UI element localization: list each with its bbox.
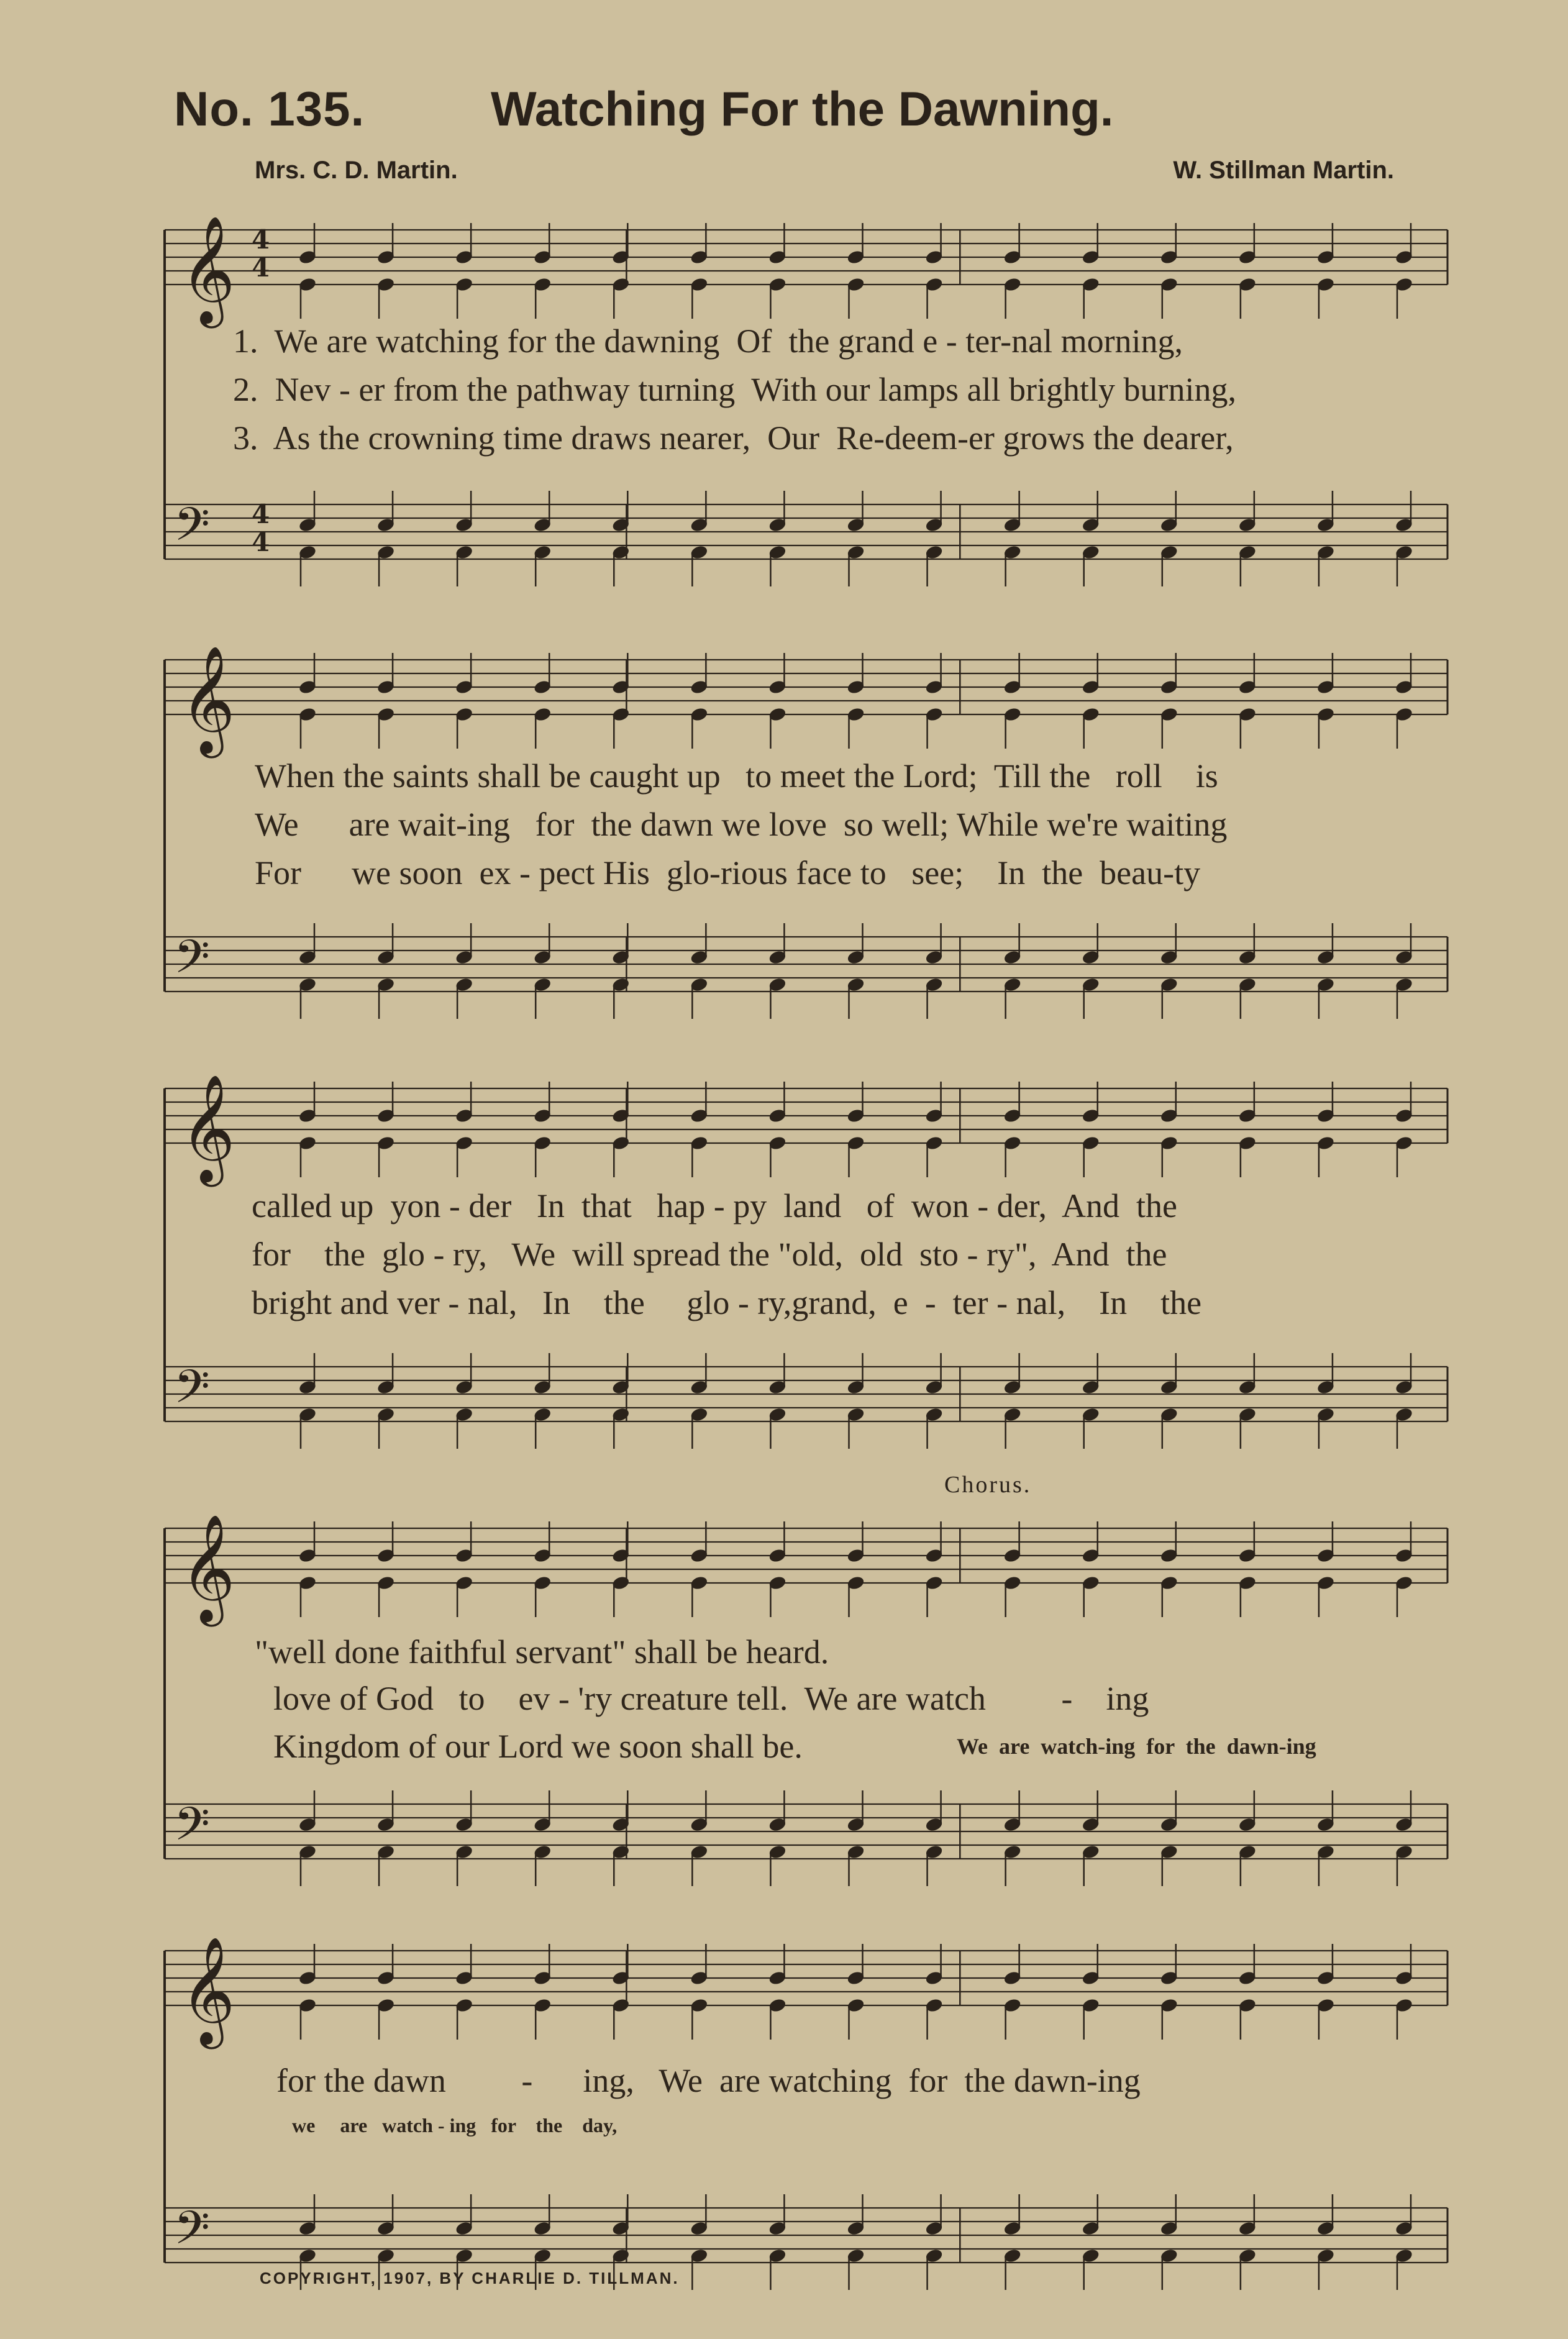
bass-clef: 𝄢 [174,1797,210,1863]
chorus-label: Chorus. [944,1472,1032,1498]
treble-clef: 𝄞 [180,1936,235,2045]
lyric-line: for the dawn - ing, We are watching for the dawn-ing [276,2062,1141,2099]
lyric-line: 1. We are watching for the dawning Of the grand e - ter-nal morning, [233,322,1183,360]
lyric-line: 2. Nev - er from the pathway turning With our lamps all brightly burning, [233,371,1237,408]
bass-clef: 𝄢 [174,930,210,995]
bass-clef: 𝄢 [174,498,210,563]
treble-clef: 𝄞 [180,216,235,324]
tenor-lyric: we are watch - ing for the day, [292,2114,618,2136]
treble-clef: 𝄞 [180,645,235,754]
time-signature: 4 [252,499,270,529]
composer-credit: W. Stillman Martin. [1173,157,1394,184]
lyric-line: Kingdom of our Lord we soon shall be. [273,1728,803,1765]
lyric-line: We are wait-ing for the dawn we love so well; While we're waiting [255,806,1228,843]
lyric-line: bright and ver - nal, In the glo - ry,grand, e - ter - nal, In the [252,1284,1202,1321]
time-signature: 4 [252,527,270,557]
lyric-line: 3. As the crowning time draws nearer, Our Re-deem-er grows the dearer, [233,419,1234,457]
bass-clef: 𝄢 [174,1360,210,1425]
lyric-line: for the glo - ry, We will spread the "old, old sto - ry", And the [252,1236,1167,1273]
time-signature: 4 [252,224,270,255]
lyric-line: "well done faithful servant" shall be heard. [255,1633,829,1671]
alto-tenor-lyric: We are watch-ing for the dawn-ing [957,1734,1316,1759]
lyric-line: love of God to ev - 'ry creature tell. We are watch - ing [273,1680,1149,1717]
lyric-line: For we soon ex - pect His glo-rious face to see; In the beau-ty [255,854,1201,891]
bass-clef: 𝄢 [174,2201,210,2266]
lyricist-credit: Mrs. C. D. Martin. [255,157,458,184]
hymn-number: No. 135. [174,81,365,136]
hymn-title: Watching For the Dawning. [491,81,1114,136]
lyric-line: called up yon - der In that hap - py land of won - der, And the [252,1187,1177,1224]
lyric-line: When the saints shall be caught up to meet the Lord; Till the roll is [255,757,1218,795]
treble-clef: 𝄞 [180,1074,235,1182]
time-signature: 4 [252,252,270,283]
treble-clef: 𝄞 [180,1514,235,1622]
copyright-notice: COPYRIGHT, 1907, BY CHARLIE D. TILLMAN. [260,2269,680,2287]
